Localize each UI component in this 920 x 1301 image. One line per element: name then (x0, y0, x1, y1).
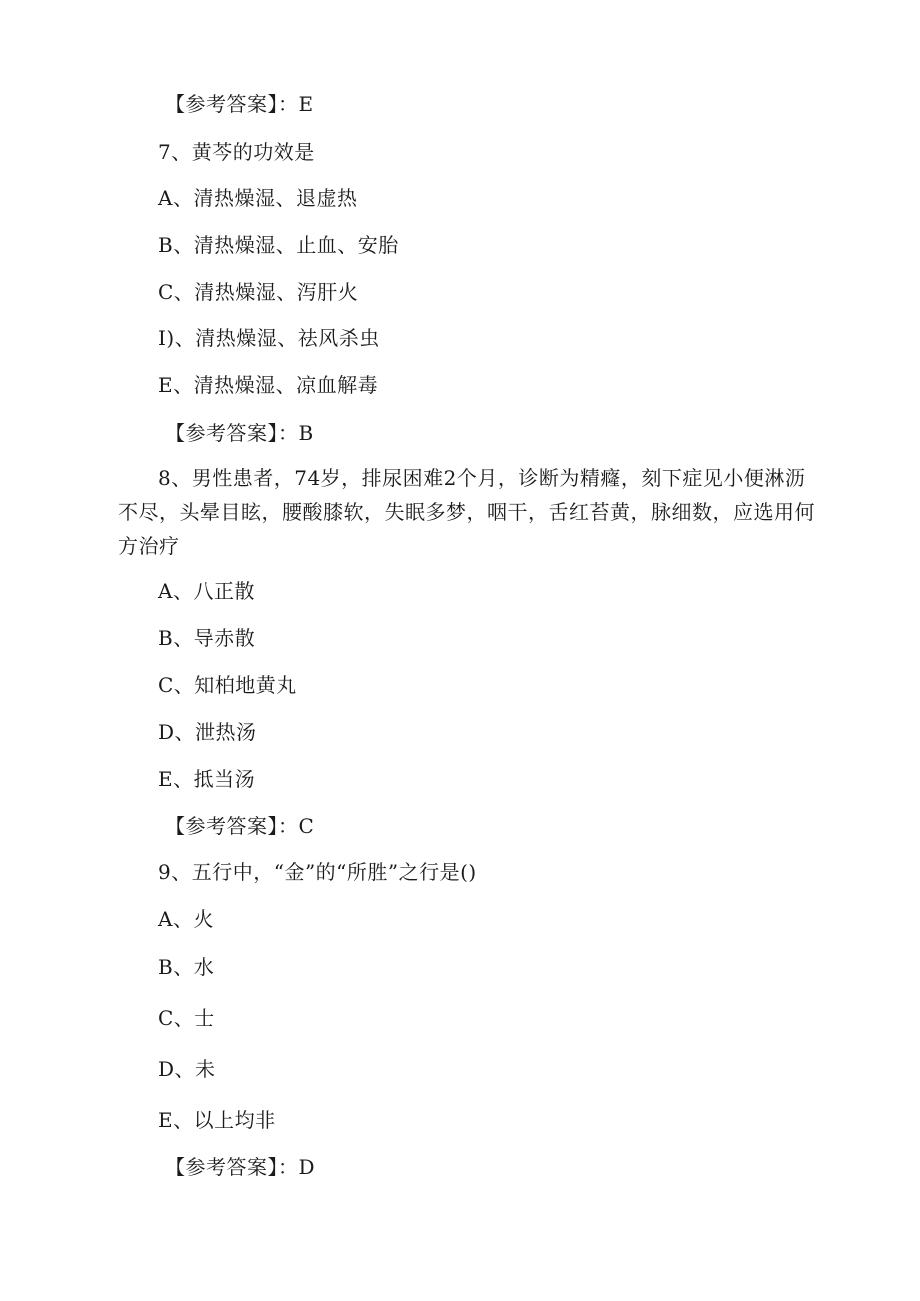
question-stem: 8、男性患者，74岁，排尿困难2个月，诊断为精癃，刻下症见小便淋沥不尽，头晕目眩，腰酸膝软，失眠多梦，咽干，舌红苔黄，脉细数，应选用何方治疗 (118, 466, 815, 558)
answer-line: 【参考答案】：E (165, 92, 314, 116)
option-item: D、泄热汤 (158, 720, 257, 744)
option-item: A、八正散 (158, 579, 255, 603)
option-item: B、水 (158, 955, 215, 979)
answer-line: 【参考答案】：C (165, 814, 315, 838)
answer-line: 【参考答案】：B (165, 421, 314, 445)
option-item: B、导赤散 (158, 626, 256, 650)
option-item: C、知柏地黄丸 (158, 673, 297, 697)
option-item: E、抵当汤 (158, 767, 256, 791)
option-item: E、清热燥湿、凉血解毒 (158, 373, 379, 397)
option-item: A、火 (158, 907, 214, 931)
option-item: I)、清热燥湿、祛风杀虫 (158, 326, 380, 350)
option-item: D、未 (158, 1057, 216, 1081)
question-stem: 9、五行中，“金”的“所胜”之行是() (158, 860, 477, 884)
option-item: C、清热燥湿、泻肝火 (158, 280, 359, 304)
option-item: A、清热燥湿、退虚热 (158, 186, 358, 210)
option-item: E、以上均非 (158, 1108, 276, 1132)
answer-line: 【参考答案】：D (165, 1155, 316, 1179)
question-stem: 7、黄芩的功效是 (158, 140, 315, 164)
option-item: B、清热燥湿、止血、安胎 (158, 233, 399, 257)
option-item: C、士 (158, 1006, 215, 1030)
